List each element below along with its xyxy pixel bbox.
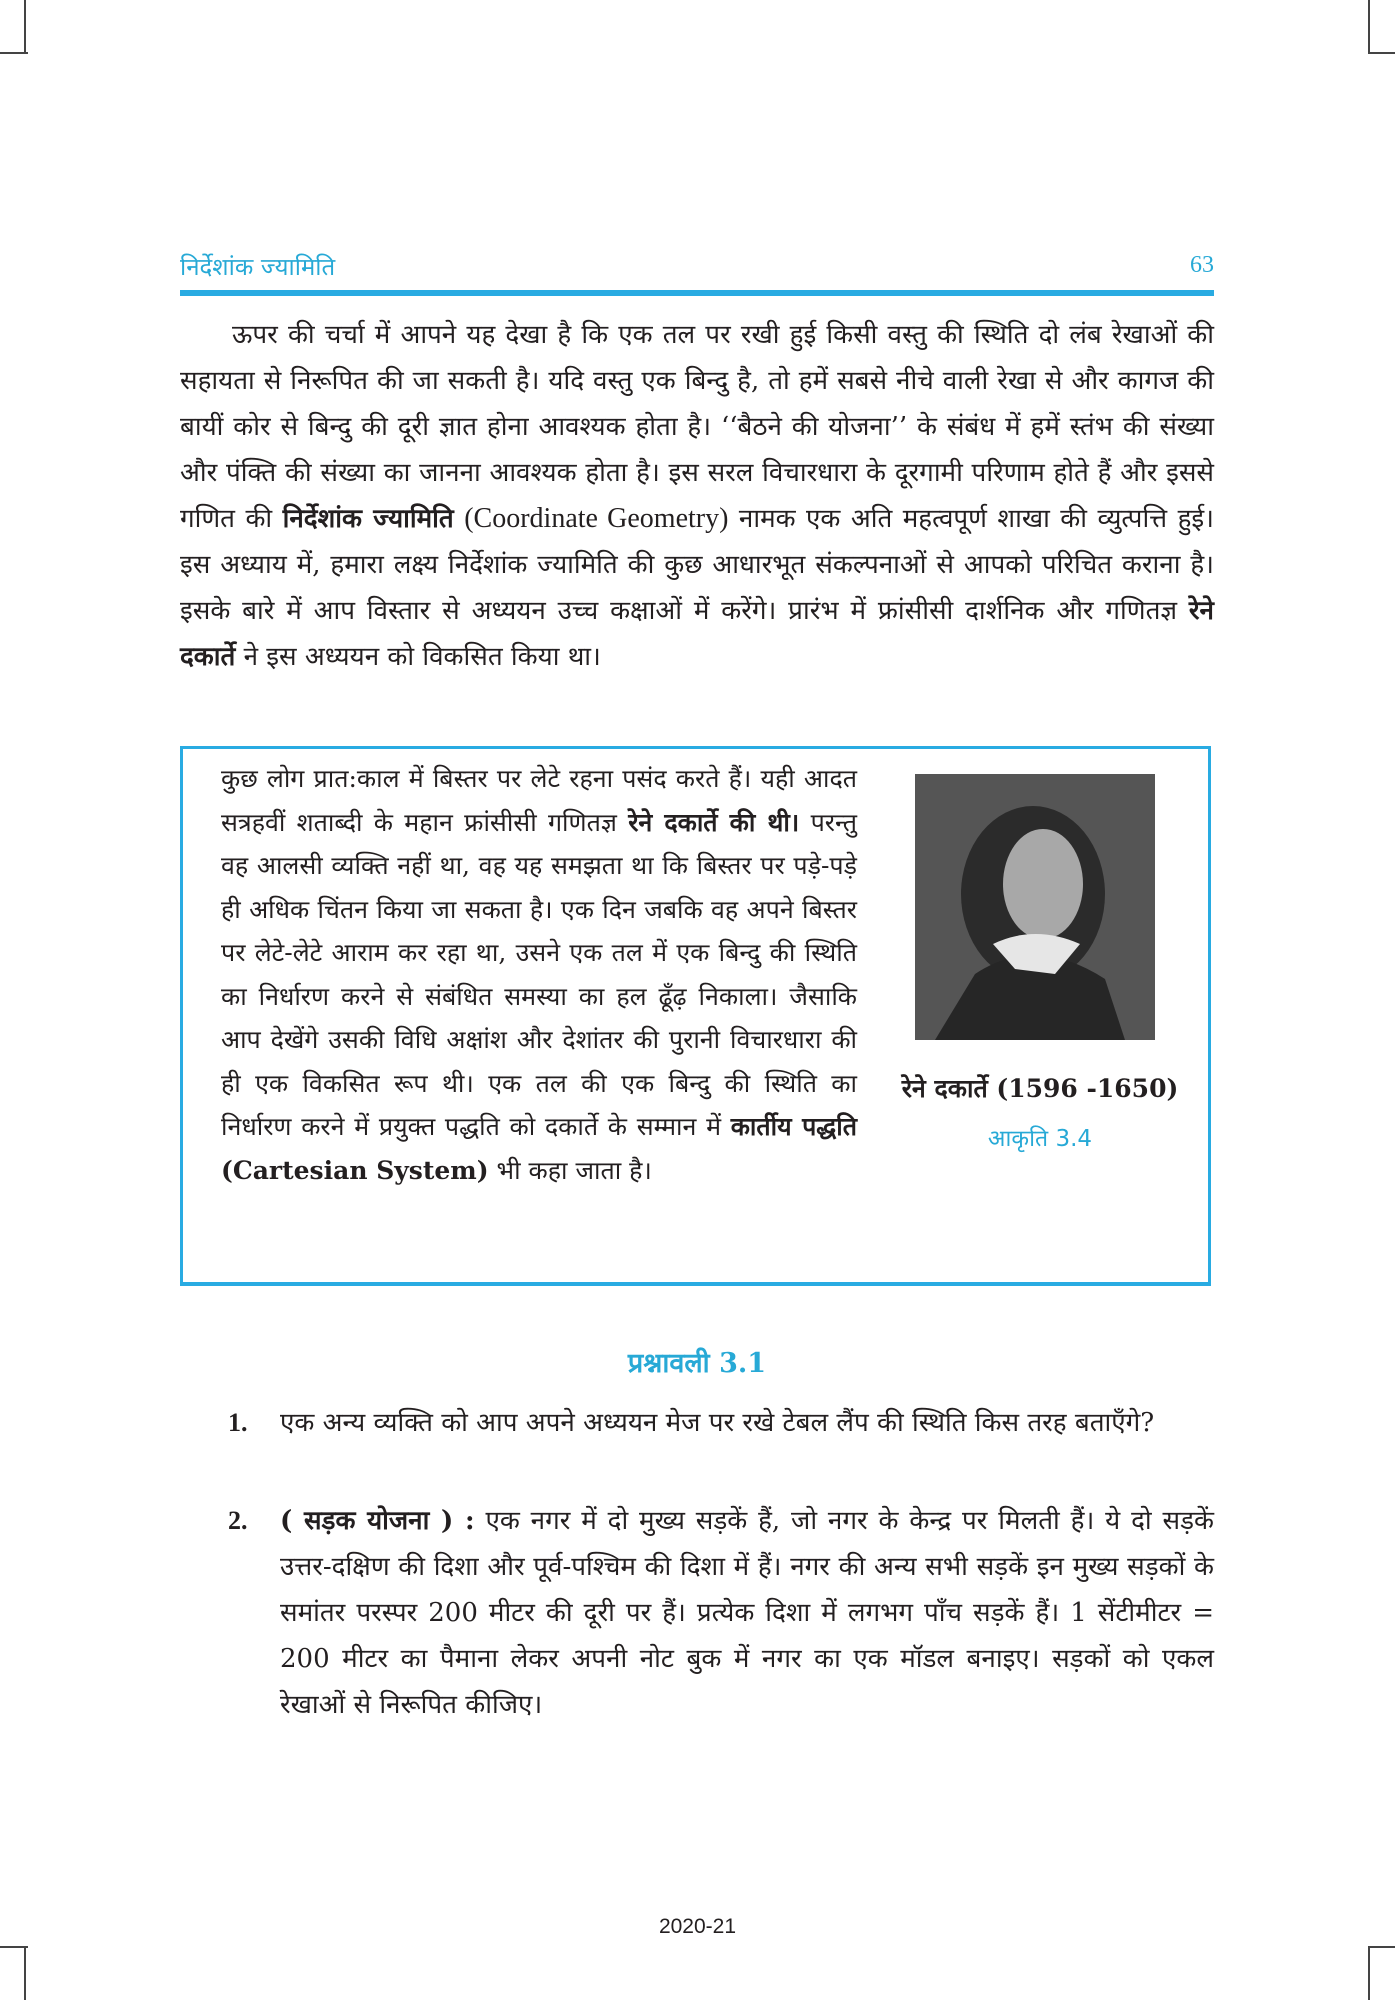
exercise-title: प्रश्नावली 3.1 xyxy=(627,1348,767,1379)
name-descartes: रेने दकार्ते xyxy=(180,596,1214,672)
crop-mark-top-right-h xyxy=(1368,52,1395,54)
question-body xyxy=(280,1498,1214,1728)
box-text-3: भी कहा जाता है। xyxy=(496,1155,652,1185)
term-coordinate-geometry-english: (Coordinate Geometry) xyxy=(464,503,729,534)
crop-mark-bottom-right-h xyxy=(1368,1946,1395,1948)
crop-mark-bottom-right-v xyxy=(1368,1946,1370,2000)
descartes-portrait-image xyxy=(915,774,1155,1040)
box-bold-name: रेने दकार्ते की थी। xyxy=(628,807,800,837)
intro-text-3: ने इस अध्ययन को विकसित किया था। xyxy=(243,642,601,672)
term-cartesian-system: कार्तीय पद्धति (Cartesian System) xyxy=(221,1112,857,1185)
question-number: 2. xyxy=(228,1506,248,1535)
crop-mark-top-left-h xyxy=(0,52,28,54)
box-text-2: परन्तु वह आलसी व्यक्ति नहीं था, वह यह समझता था कि बिस्तर पर पड़े-पड़े ही अधिक चिंतन किया जा सकता है। एक दिन जबकि वह अपने बिस्तर पर लेटे-लेटे आराम कर रहा था, उसने एक तल में एक बिन्दु की स्थिति का निर्धारण करने से संबंधित समस्या का हल ढूँढ़ निकाला। जैसाकि आप देखेंगे उसकी विधि अक्षांश और देशांतर की पुरानी विचारधारा की ही एक विकसित रूप थी। एक तल की एक बिन्दु की स्थिति का निर्धारण करने में प्रयुक्त पद्धति को दकार्ते के सम्मान में xyxy=(221,807,857,1141)
running-head xyxy=(180,250,1214,288)
crop-mark-top-right-v xyxy=(1368,0,1370,54)
chapter-title: निर्देशांक ज्यामिति xyxy=(180,253,336,281)
term-coordinate-geometry-hindi: निर्देशांक ज्यामिति xyxy=(282,504,454,534)
question-text: एक नगर में दो मुख्य सड़कें हैं, जो नगर के केन्द्र पर मिलती हैं। ये दो सड़कें उत्तर-दक्षिण की दिशा और पूर्व-पश्चिम की दिशा में हैं। नगर की अन्य सभी सड़कें इन मुख्य सड़कों के समांतर परस्पर 200 मीटर की दूरी पर हैं। प्रत्येक दिशा में लगभग पाँच सड़कें हैं। 1 सेंटीमीटर = 200 मीटर का पैमाना लेकर अपनी नोट बुक में नगर का एक मॉडल बनाइए। सड़कों को एकल रेखाओं से निरूपित कीजिए। xyxy=(280,1506,1214,1720)
crop-mark-bottom-left-h xyxy=(0,1946,28,1948)
question-label-road-plan: ( सड़क योजना ) : xyxy=(280,1506,475,1536)
page-number: 63 xyxy=(1190,252,1214,278)
question-text: एक अन्य व्यक्ति को आप अपने अध्ययन मेज पर रखे टेबल लैंप की स्थिति किस तरह बताएँगे? xyxy=(280,1408,1155,1438)
question-2 xyxy=(180,1498,1214,1728)
figure-label: आकृति 3.4 xyxy=(987,1126,1093,1152)
info-box-text xyxy=(221,757,857,1192)
question-1 xyxy=(180,1400,1214,1446)
intro-text-1: ऊपर की चर्चा में आपने यह देखा है कि एक तल पर रखी हुई किसी वस्तु की स्थिति दो लंब रेखाओं की सहायता से निरूपित की जा सकती है। यदि वस्तु एक बिन्दु है, तो हमें सबसे नीचे वाली रेखा से और कागज की बायीं कोर से बिन्दु की दूरी ज्ञात होना आवश्यक होता है। ‘‘बैठने की योजना’’ के संबंध में हमें स्तंभ की संख्या और पंक्ति की संख्या का जानना आवश्यक होता है। इस सरल विचारधारा के दूरगामी परिणाम होते हैं और इससे गणित की xyxy=(180,320,1214,534)
header-rule xyxy=(180,290,1214,296)
question-number: 1. xyxy=(228,1408,248,1437)
portrait-caption-name: रेने दकार्ते (1596 -1650) xyxy=(901,1074,1179,1103)
box-text-1: कुछ लोग प्रात:काल में बिस्तर पर लेटे रहना पसंद करते हैं। यही आदत सत्रहवीं शताब्दी के महान फ्रांसीसी गणितज्ञ xyxy=(221,764,857,837)
portrait-illustration-icon xyxy=(915,774,1155,1040)
descartes-info-box xyxy=(180,746,1211,1286)
intro-text-2: नामक एक अति महत्वपूर्ण शाखा की व्युत्पत्ति हुई। इस अध्याय में, हमारा लक्ष्य निर्देशांक ज्यामिति की कुछ आधारभूत संकल्पनाओं से आपको परिचित कराना है। इसके बारे में आप विस्तार से अध्ययन उच्च कक्षाओं में करेंगे। प्रारंभ में फ्रांसीसी दार्शनिक और गणितज्ञ xyxy=(180,504,1215,626)
intro-paragraph xyxy=(180,312,1214,680)
crop-mark-bottom-left-v xyxy=(24,1946,26,2000)
footer-year: 2020-21 xyxy=(658,1915,737,1938)
crop-mark-top-left-v xyxy=(24,0,26,54)
